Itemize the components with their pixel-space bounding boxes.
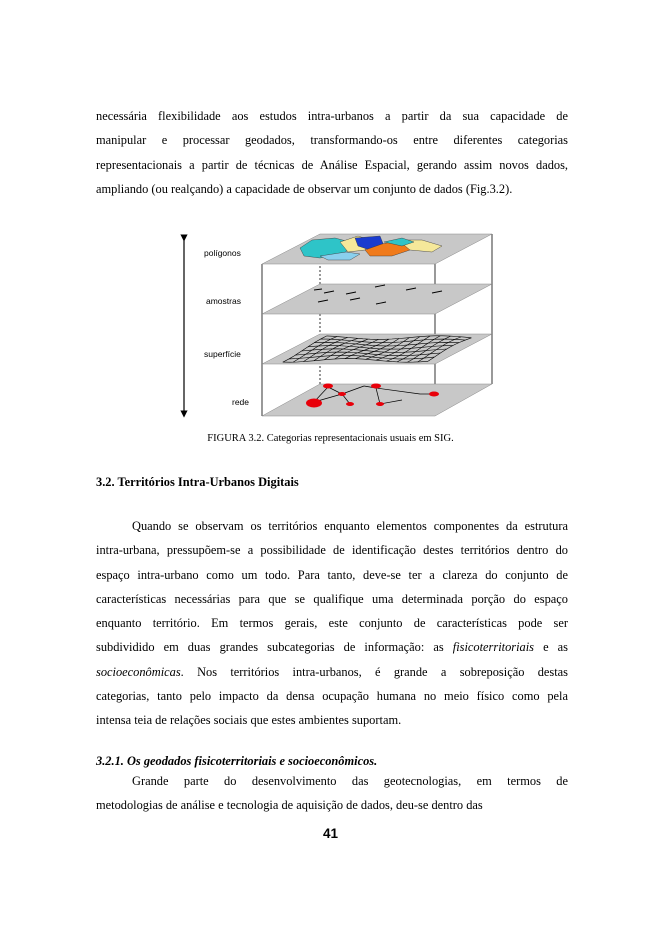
text-line: ampliando (ou realçando) a capacidade de observar um conjunto de dados (Fig.3.2). <box>96 181 513 196</box>
intro-paragraph <box>96 104 568 201</box>
layer-samples <box>262 284 492 314</box>
italic-term: socioeconômicas <box>96 664 181 679</box>
gis-layers-figure <box>170 226 500 426</box>
layer-label-samples: amostras <box>206 296 241 306</box>
text-line: metodologias de análise e tecnologia de aquisição de dados, deu-se dentro das <box>96 798 483 813</box>
subsection-paragraph <box>96 769 568 818</box>
layer-polygons <box>262 234 492 264</box>
layer-surface <box>262 334 492 364</box>
section-heading: 3.2. Territórios Intra-Urbanos Digitais <box>96 475 299 489</box>
figure-caption: FIGURA 3.2. Categorias representacionais usuais em SIG. <box>207 433 454 444</box>
text-line: categorias, tanto pelo impacto da densa ocupação humana no meio físico como pela <box>96 689 568 704</box>
layer-label-polygons: polígonos <box>204 248 241 258</box>
italic-term: fisicoterritoriais <box>452 640 535 655</box>
layer-label-network: rede <box>232 397 250 407</box>
text-line: características necessárias para que se qualifique uma determinada porção do espaço <box>96 591 568 606</box>
page-number: 41 <box>322 826 339 841</box>
text-line: Quando se observam os territórios enquanto elementos componentes da estrutura <box>132 519 568 533</box>
text-line: socioeconômicas. Nos territórios intra-urbanos, é grande a sobreposição destas <box>96 664 568 679</box>
layer-network <box>262 384 492 417</box>
text-line: enquanto território. Em termos gerais, este conjunto de características pode ser <box>96 616 568 631</box>
text-line: representacionais a partir de técnicas de Análise Espacial, gerando assim novos dados, <box>96 157 568 172</box>
text-line: subdividido em duas grandes subcategorias de informação: as fisicoterritoriais e as <box>96 640 568 655</box>
text-line: espaço intra-urbano como um todo. Para tanto, deve-se ter a clareza do conjunto de <box>96 567 568 582</box>
text-line: intra-urbana, pressupõem-se a possibilidade de identificação destes territórios dentro do <box>96 543 568 558</box>
text-line: necessária flexibilidade aos estudos intra-urbanos a partir da sua capacidade de <box>96 109 568 123</box>
section-paragraph <box>96 514 568 733</box>
layer-label-surface: superfície <box>204 349 241 359</box>
text-line: manipular e processar geodados, transformando-os entre diferentes categorias <box>96 133 568 148</box>
text-line: intensa teia de relações sociais que estes ambientes suportam. <box>96 713 402 728</box>
text-line: Grande parte do desenvolvimento das geotecnologias, em termos de <box>132 774 568 788</box>
subsection-heading: 3.2.1. Os geodados fisicoterritoriais e socioeconômicos. <box>96 754 378 768</box>
